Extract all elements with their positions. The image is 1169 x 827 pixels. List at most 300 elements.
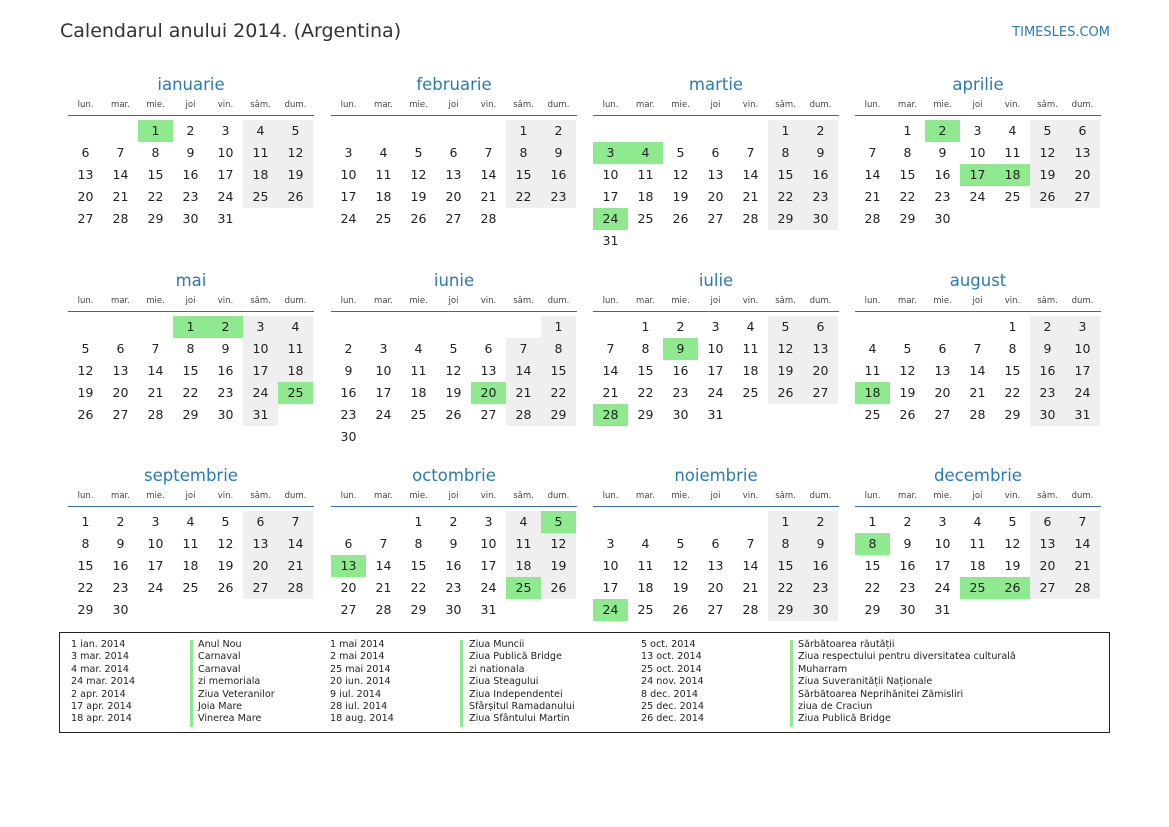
day-cell: 17 xyxy=(1065,360,1100,382)
day-cell: 16 xyxy=(182,167,199,182)
day-cell: 5 xyxy=(449,341,458,356)
day-cell: 5 xyxy=(81,341,90,356)
day-cell: 15 xyxy=(768,164,803,186)
day-cell: 27 xyxy=(243,577,278,599)
weekday-label: dum. xyxy=(1071,491,1094,501)
day-cell: 13 xyxy=(1030,533,1065,555)
day-cell: 25 xyxy=(375,211,392,226)
day-cell: 11 xyxy=(182,536,199,551)
weekday-label: joi xyxy=(972,491,983,501)
holiday-day-cell: 4 xyxy=(628,142,663,164)
day-cell: 3 xyxy=(221,123,230,138)
day-cell: 10 xyxy=(602,558,619,573)
day-cell: 30 xyxy=(112,602,129,617)
day-cell: 9 xyxy=(344,363,353,378)
holiday-date: 9 iul. 2014 xyxy=(330,688,382,700)
day-cell: 2 xyxy=(344,341,353,356)
day-cell: 6 xyxy=(711,536,720,551)
day-cell: 7 xyxy=(606,341,615,356)
weekday-header xyxy=(68,489,314,507)
day-cell: 21 xyxy=(602,385,619,400)
weekday-label: dum. xyxy=(809,491,832,501)
day-cell: 3 xyxy=(606,536,615,551)
day-cell: 9 xyxy=(803,142,838,164)
day-cell: 11 xyxy=(864,363,881,378)
day-cell: 16 xyxy=(934,167,951,182)
day-cell: 12 xyxy=(217,536,234,551)
day-cell: 13 xyxy=(480,363,497,378)
holiday-day-cell: 18 xyxy=(995,164,1030,186)
empty-cell xyxy=(663,511,698,533)
day-cell: 16 xyxy=(445,558,462,573)
day-cell: 20 xyxy=(707,580,724,595)
day-cell: 28 xyxy=(278,577,313,599)
month-name: octombrie xyxy=(412,466,496,485)
day-grid xyxy=(68,120,313,230)
month-septembrie xyxy=(68,465,314,621)
day-cell: 8 xyxy=(768,142,803,164)
day-cell: 25 xyxy=(243,186,278,208)
weekday-label: lun. xyxy=(602,491,619,501)
holiday-date: 18 aug. 2014 xyxy=(330,713,394,725)
day-cell: 20 xyxy=(243,555,278,577)
day-cell: 13 xyxy=(803,338,838,360)
weekday-label: mie. xyxy=(146,296,165,306)
holiday-date: 2 apr. 2014 xyxy=(71,688,126,700)
weekday-header xyxy=(855,489,1101,507)
month-februarie xyxy=(331,74,577,230)
holiday-date: 1 mai 2014 xyxy=(330,639,385,650)
day-cell: 20 xyxy=(803,360,838,382)
day-cell: 9 xyxy=(803,533,838,555)
empty-cell xyxy=(401,316,436,338)
day-cell: 28 xyxy=(112,211,129,226)
day-cell: 12 xyxy=(1030,142,1065,164)
weekday-header xyxy=(593,489,839,507)
day-cell: 18 xyxy=(969,558,986,573)
day-cell: 1 xyxy=(868,514,877,529)
day-cell: 28 xyxy=(969,407,986,422)
day-cell: 1 xyxy=(768,511,803,533)
holiday-date: 1 ian. 2014 xyxy=(71,639,126,650)
day-cell: 7 xyxy=(151,341,160,356)
holiday-marker xyxy=(790,640,793,727)
day-cell: 19 xyxy=(899,385,916,400)
month-ianuarie xyxy=(68,74,314,230)
holiday-name: Ziua Publică Bridge xyxy=(469,651,562,663)
holiday-day-cell: 18 xyxy=(855,382,890,404)
day-cell: 19 xyxy=(1030,164,1065,186)
day-cell: 2 xyxy=(449,514,458,529)
day-grid xyxy=(855,120,1100,230)
day-cell: 27 xyxy=(1030,577,1065,599)
weekday-label: mie. xyxy=(671,491,690,501)
weekday-label: mie. xyxy=(671,296,690,306)
day-cell: 7 xyxy=(278,511,313,533)
day-cell: 27 xyxy=(1065,186,1100,208)
month-name: mai xyxy=(175,271,207,290)
month-mai xyxy=(68,270,314,426)
day-cell: 7 xyxy=(506,338,541,360)
day-cell: 10 xyxy=(375,363,392,378)
day-cell: 11 xyxy=(410,363,427,378)
day-cell: 2 xyxy=(1030,316,1065,338)
weekday-header xyxy=(593,294,839,312)
day-cell: 6 xyxy=(938,341,947,356)
day-cell: 11 xyxy=(742,341,759,356)
day-cell: 4 xyxy=(973,514,982,529)
weekday-label: mar. xyxy=(636,491,655,501)
day-cell: 18 xyxy=(278,360,313,382)
day-cell: 5 xyxy=(221,514,230,529)
day-cell: 9 xyxy=(116,536,125,551)
day-cell: 10 xyxy=(480,536,497,551)
day-cell: 25 xyxy=(742,385,759,400)
day-cell: 18 xyxy=(243,164,278,186)
day-cell: 8 xyxy=(768,533,803,555)
day-cell: 26 xyxy=(541,577,576,599)
day-cell: 31 xyxy=(217,211,234,226)
holiday-date: 2 mai 2014 xyxy=(330,651,385,663)
holiday-day-cell: 9 xyxy=(663,338,698,360)
weekday-label: mie. xyxy=(409,296,428,306)
holiday-date: 20 iun. 2014 xyxy=(330,676,391,688)
day-cell: 6 xyxy=(243,511,278,533)
day-cell: 16 xyxy=(541,164,576,186)
holiday-day-cell: 26 xyxy=(995,577,1030,599)
empty-cell xyxy=(925,316,960,338)
day-cell: 15 xyxy=(768,555,803,577)
holiday-day-cell: 1 xyxy=(173,316,208,338)
empty-cell xyxy=(68,316,103,338)
day-cell: 1 xyxy=(903,123,912,138)
day-cell: 1 xyxy=(641,319,650,334)
weekday-label: vin. xyxy=(1004,491,1021,501)
day-cell: 29 xyxy=(77,602,94,617)
weekday-label: sâm. xyxy=(250,100,271,110)
day-cell: 30 xyxy=(182,211,199,226)
weekday-label: sâm. xyxy=(1037,100,1058,110)
day-cell: 13 xyxy=(707,167,724,182)
day-cell: 24 xyxy=(217,189,234,204)
month-august xyxy=(855,270,1101,426)
weekday-label: mar. xyxy=(111,296,130,306)
holiday-date: 18 apr. 2014 xyxy=(71,713,132,725)
day-cell: 1 xyxy=(414,514,423,529)
day-cell: 10 xyxy=(243,338,278,360)
day-cell: 28 xyxy=(864,211,881,226)
day-cell: 26 xyxy=(445,407,462,422)
weekday-header xyxy=(855,294,1101,312)
day-cell: 5 xyxy=(1008,514,1017,529)
day-cell: 3 xyxy=(344,145,353,160)
holiday-date: 25 mai 2014 xyxy=(330,663,391,675)
holiday-day-cell: 24 xyxy=(593,208,628,230)
day-cell: 20 xyxy=(112,385,129,400)
day-cell: 25 xyxy=(1004,189,1021,204)
day-cell: 8 xyxy=(903,145,912,160)
day-cell: 23 xyxy=(934,189,951,204)
day-cell: 10 xyxy=(1065,338,1100,360)
day-cell: 1 xyxy=(768,120,803,142)
day-cell: 26 xyxy=(768,382,803,404)
weekday-label: joi xyxy=(448,491,459,501)
month-iunie xyxy=(331,270,577,448)
day-cell: 14 xyxy=(112,167,129,182)
day-cell: 19 xyxy=(278,164,313,186)
day-cell: 12 xyxy=(278,142,313,164)
day-cell: 3 xyxy=(1065,316,1100,338)
day-cell: 9 xyxy=(903,536,912,551)
holiday-day-cell: 8 xyxy=(855,533,890,555)
day-cell: 24 xyxy=(934,580,951,595)
month-name: august xyxy=(949,271,1007,290)
weekday-label: sâm. xyxy=(1037,296,1058,306)
day-cell: 3 xyxy=(243,316,278,338)
day-cell: 22 xyxy=(506,186,541,208)
day-cell: 24 xyxy=(340,211,357,226)
day-cell: 21 xyxy=(1065,555,1100,577)
holiday-name: zi memoriala xyxy=(198,676,261,688)
day-cell: 10 xyxy=(969,145,986,160)
day-cell: 28 xyxy=(147,407,164,422)
day-cell: 6 xyxy=(81,145,90,160)
weekday-header xyxy=(855,98,1101,116)
weekday-label: lun. xyxy=(77,491,94,501)
day-cell: 2 xyxy=(903,514,912,529)
day-cell: 11 xyxy=(969,536,986,551)
day-cell: 18 xyxy=(637,189,654,204)
weekday-label: dum. xyxy=(284,491,307,501)
empty-cell xyxy=(890,316,925,338)
day-cell: 10 xyxy=(340,167,357,182)
day-cell: 9 xyxy=(186,145,195,160)
weekday-label: mar. xyxy=(374,491,393,501)
day-cell: 26 xyxy=(1030,186,1065,208)
holiday-name: Ziua Sfântului Martin xyxy=(469,713,570,725)
day-cell: 12 xyxy=(768,338,803,360)
day-cell: 14 xyxy=(278,533,313,555)
day-cell: 13 xyxy=(77,167,94,182)
month-name: martie xyxy=(688,75,744,94)
day-cell: 4 xyxy=(243,120,278,142)
day-cell: 28 xyxy=(742,602,759,617)
empty-cell xyxy=(733,120,768,142)
holiday-marker xyxy=(460,640,463,727)
day-cell: 14 xyxy=(864,167,881,182)
day-cell: 4 xyxy=(186,514,195,529)
day-cell: 14 xyxy=(375,558,392,573)
weekday-label: mie. xyxy=(933,100,952,110)
holiday-date: 3 mar. 2014 xyxy=(71,651,129,663)
weekday-label: lun. xyxy=(864,491,881,501)
month-decembrie xyxy=(855,465,1101,621)
day-cell: 30 xyxy=(803,599,838,621)
weekday-label: mie. xyxy=(146,491,165,501)
month-name: ianuarie xyxy=(157,75,225,94)
day-cell: 17 xyxy=(340,189,357,204)
empty-cell xyxy=(663,120,698,142)
weekday-label: joi xyxy=(185,100,196,110)
day-cell: 30 xyxy=(899,602,916,617)
weekday-label: mar. xyxy=(374,100,393,110)
day-cell: 7 xyxy=(116,145,125,160)
holiday-name: Sărbătoarea Neprihănitei Zămisliri xyxy=(798,688,964,700)
day-cell: 14 xyxy=(742,167,759,182)
day-cell: 19 xyxy=(445,385,462,400)
holiday-day-cell: 25 xyxy=(278,382,313,404)
weekday-label: lun. xyxy=(864,100,881,110)
weekday-label: lun. xyxy=(77,100,94,110)
holiday-name: Ziua respectului pentru diversitatea culturală xyxy=(798,651,1016,663)
day-cell: 29 xyxy=(147,211,164,226)
weekday-label: vin. xyxy=(217,491,234,501)
day-cell: 3 xyxy=(711,319,720,334)
day-cell: 22 xyxy=(768,577,803,599)
day-cell: 11 xyxy=(637,167,654,182)
day-cell: 9 xyxy=(221,341,230,356)
day-cell: 17 xyxy=(217,167,234,182)
weekday-label: lun. xyxy=(77,296,94,306)
empty-cell xyxy=(593,511,628,533)
weekday-label: mar. xyxy=(898,491,917,501)
weekday-label: sâm. xyxy=(775,296,796,306)
day-cell: 26 xyxy=(217,580,234,595)
weekday-label: dum. xyxy=(284,296,307,306)
day-cell: 12 xyxy=(445,363,462,378)
day-cell: 13 xyxy=(112,363,129,378)
day-cell: 13 xyxy=(445,167,462,182)
day-cell: 17 xyxy=(375,385,392,400)
day-cell: 22 xyxy=(410,580,427,595)
day-cell: 29 xyxy=(1004,407,1021,422)
day-cell: 6 xyxy=(449,145,458,160)
day-cell: 14 xyxy=(480,167,497,182)
holiday-day-cell: 1 xyxy=(138,120,173,142)
day-cell: 12 xyxy=(77,363,94,378)
weekday-label: mar. xyxy=(111,100,130,110)
day-cell: 28 xyxy=(742,211,759,226)
holiday-day-cell: 17 xyxy=(960,164,995,186)
day-cell: 26 xyxy=(278,186,313,208)
day-cell: 20 xyxy=(934,385,951,400)
day-cell: 23 xyxy=(899,580,916,595)
empty-cell xyxy=(103,120,138,142)
holiday-day-cell: 2 xyxy=(925,120,960,142)
day-cell: 15 xyxy=(899,167,916,182)
day-cell: 13 xyxy=(707,558,724,573)
day-cell: 16 xyxy=(112,558,129,573)
empty-cell xyxy=(628,511,663,533)
empty-cell xyxy=(733,511,768,533)
empty-cell xyxy=(331,511,366,533)
day-cell: 5 xyxy=(676,536,685,551)
day-cell: 28 xyxy=(1065,577,1100,599)
weekday-label: mie. xyxy=(146,100,165,110)
weekday-label: lun. xyxy=(602,296,619,306)
holiday-name: Ziua Publică Bridge xyxy=(798,713,891,725)
holiday-day-cell: 2 xyxy=(208,316,243,338)
day-cell: 12 xyxy=(672,167,689,182)
day-cell: 16 xyxy=(803,164,838,186)
day-cell: 11 xyxy=(243,142,278,164)
day-cell: 7 xyxy=(379,536,388,551)
day-cell: 4 xyxy=(506,511,541,533)
day-cell: 3 xyxy=(379,341,388,356)
day-cell: 10 xyxy=(217,145,234,160)
day-cell: 6 xyxy=(116,341,125,356)
day-cell: 8 xyxy=(641,341,650,356)
day-cell: 3 xyxy=(938,514,947,529)
holiday-name: zi nationala xyxy=(469,663,525,675)
weekday-label: joi xyxy=(448,100,459,110)
month-iulie xyxy=(593,270,839,426)
weekday-label: joi xyxy=(185,491,196,501)
holiday-day-cell: 28 xyxy=(593,404,628,426)
day-cell: 11 xyxy=(375,167,392,182)
holiday-name: Ziua Suveranității Naționale xyxy=(798,676,933,688)
weekday-label: joi xyxy=(710,296,721,306)
empty-cell xyxy=(593,120,628,142)
day-cell: 13 xyxy=(243,533,278,555)
weekday-label: vin. xyxy=(1004,100,1021,110)
weekday-label: vin. xyxy=(480,491,497,501)
day-cell: 21 xyxy=(864,189,881,204)
day-cell: 7 xyxy=(746,145,755,160)
day-cell: 28 xyxy=(506,404,541,426)
weekday-label: lun. xyxy=(602,100,619,110)
weekday-label: dum. xyxy=(809,296,832,306)
day-cell: 6 xyxy=(803,316,838,338)
weekday-label: mar. xyxy=(898,100,917,110)
brand-link[interactable]: TIMESLES.COM xyxy=(1012,25,1110,40)
day-cell: 17 xyxy=(707,363,724,378)
day-cell: 30 xyxy=(340,429,357,444)
weekday-label: joi xyxy=(972,296,983,306)
day-cell: 21 xyxy=(506,382,541,404)
day-cell: 3 xyxy=(151,514,160,529)
empty-cell xyxy=(960,316,995,338)
weekday-header xyxy=(331,98,577,116)
day-cell: 4 xyxy=(414,341,423,356)
day-cell: 4 xyxy=(868,341,877,356)
day-cell: 30 xyxy=(1030,404,1065,426)
day-cell: 22 xyxy=(182,385,199,400)
day-cell: 20 xyxy=(707,189,724,204)
day-cell: 4 xyxy=(278,316,313,338)
month-name: decembrie xyxy=(934,466,1022,485)
holiday-day-cell: 3 xyxy=(593,142,628,164)
day-cell: 26 xyxy=(672,211,689,226)
day-cell: 14 xyxy=(1065,533,1100,555)
day-cell: 22 xyxy=(541,382,576,404)
day-cell: 22 xyxy=(899,189,916,204)
holiday-name: Carnaval xyxy=(198,663,241,675)
weekday-label: sâm. xyxy=(513,491,534,501)
day-cell: 21 xyxy=(375,580,392,595)
weekday-label: vin. xyxy=(217,296,234,306)
weekday-label: mar. xyxy=(898,296,917,306)
day-cell: 25 xyxy=(637,602,654,617)
day-cell: 2 xyxy=(541,120,576,142)
day-cell: 12 xyxy=(672,558,689,573)
day-cell: 11 xyxy=(506,533,541,555)
day-cell: 15 xyxy=(77,558,94,573)
holiday-date: 17 apr. 2014 xyxy=(71,701,132,712)
day-cell: 6 xyxy=(1065,120,1100,142)
weekday-label: lun. xyxy=(340,100,357,110)
day-cell: 27 xyxy=(707,211,724,226)
